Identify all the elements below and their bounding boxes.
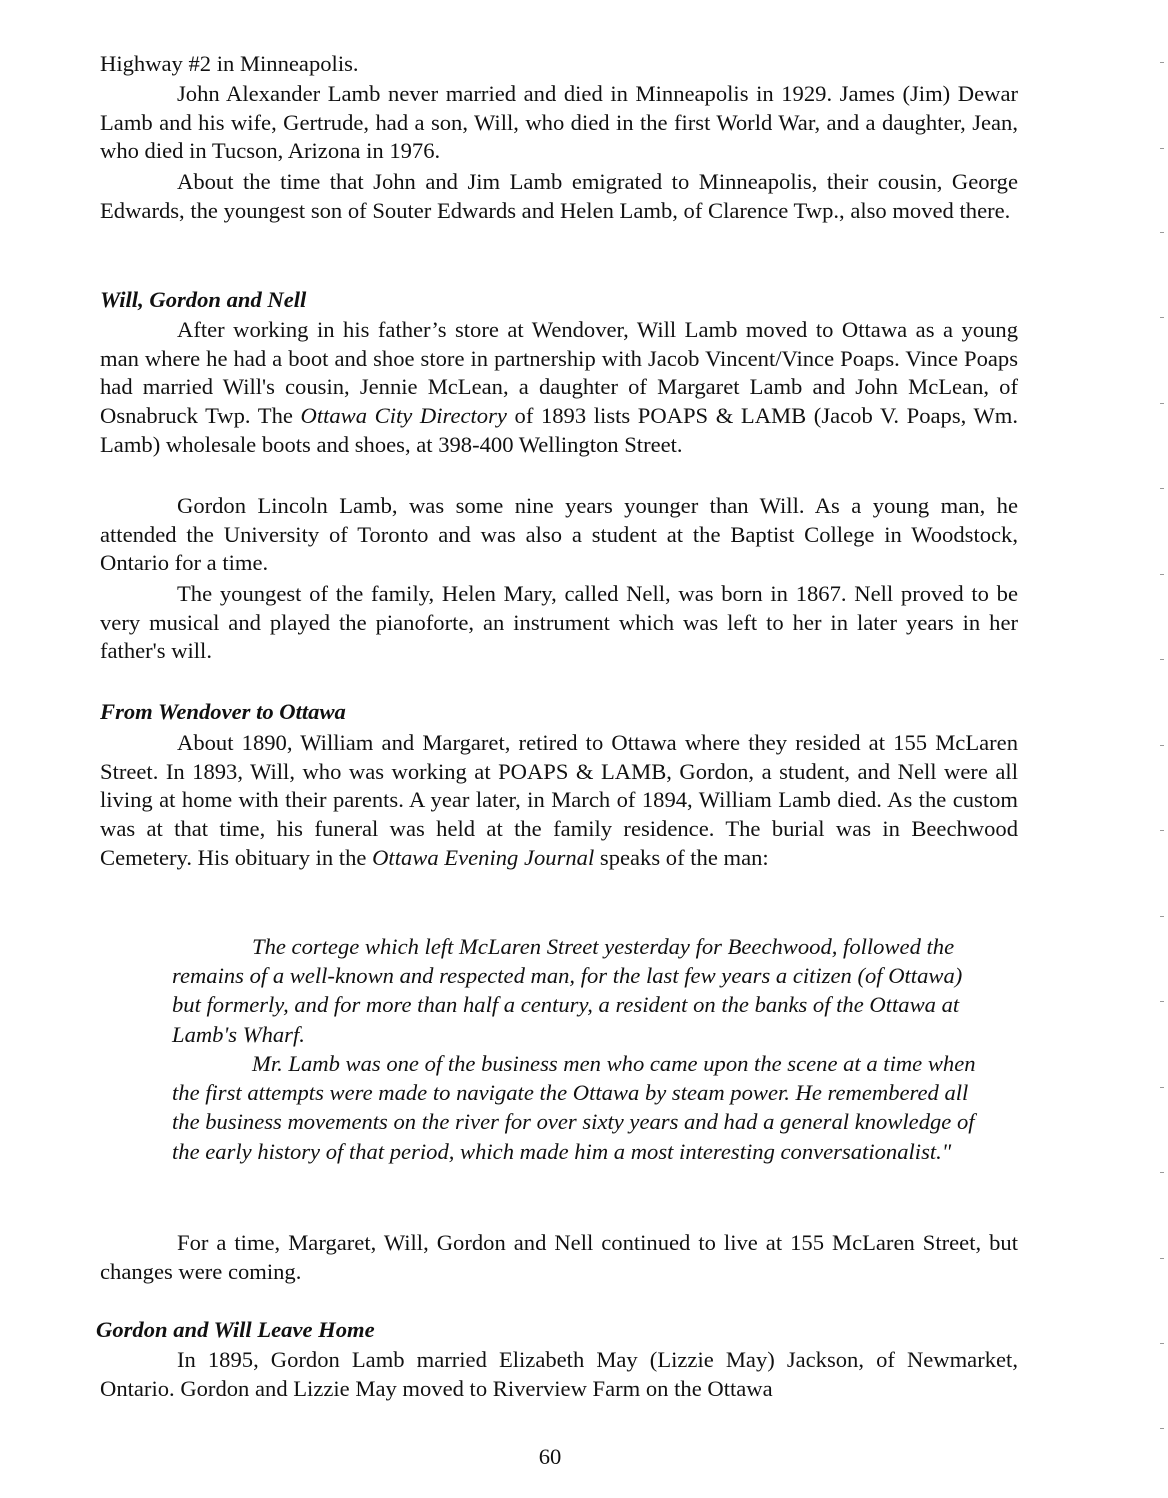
paragraph-will-ottawa: After working in his father’s store at Wendover, Will Lamb moved to Ottawa as a young man where he had a boot and shoe store in partnership with Jacob Vincent/Vince Poaps. Vince Poaps had married Will's cousin, Jennie McLean, a daughter of Margaret Lamb and John McLean, of Osnabruck Twp. The Ottawa City Directory of 1893 lists POAPS & LAMB (Jacob V. Poaps, Wm. Lamb) wholesale boots and shoes, at 398-400 Wellington Street. [100,317,1019,457]
margin-mark [1160,1001,1164,1002]
paragraph-gordon: Gordon Lincoln Lamb, was some nine years younger than Will. As a young man, he attended the University of Toronto and was also a student at the Baptist College in Woodstock, Ontario for a time. [100,493,1018,576]
margin-mark [1160,232,1164,233]
page-number: 60 [538,1444,562,1469]
paragraph-george-edwards: About the time that John and Jim Lamb emigrated to Minneapolis, their cousin, George Edwards, the youngest son of Souter Edwards and Helen Lamb, of Clarence Twp., also moved there. [100,169,1018,223]
heading-wendover-ottawa: From Wendover to Ottawa [100,699,346,724]
paragraph-nell: The youngest of the family, Helen Mary, called Nell, was born in 1867. Nell proved to be very musical and played the pianoforte, an instrument which was left to her in later years in her father's will. [100,581,1018,664]
margin-mark [1160,1087,1164,1088]
obituary-quote-1: The cortege which left McLaren Street yesterday for Beechwood, followed the remains of a well-known and respected man, for the last few years a citizen (of Ottawa) but formerly, and for more than half a century, a resident on the banks of the Ottawa at Lamb's Wharf. [172,934,963,1047]
paragraph-john-jim: John Alexander Lamb never married and died in Minneapolis in 1929. James (Jim) Dewar Lamb and his wife, Gertrude, had a son, Will, who died in the first World War, and a daughter, Jean, who died in Tucson, Arizona in 1976. [100,81,1018,164]
paragraph-highway: Highway #2 in Minneapolis. [100,51,359,76]
journal-title: Ottawa Evening Journal [372,844,595,870]
margin-mark [1160,488,1164,489]
paragraph-1895: In 1895, Gordon Lamb married Elizabeth May (Lizzie May) Jackson, of Newmarket, Ontario. Gordon and Lizzie May moved to Riverview Farm on the Ottawa [100,1347,1018,1401]
margin-mark [1160,1172,1164,1173]
margin-mark [1160,317,1164,318]
margin-mark [1160,916,1164,917]
margin-mark [1160,1343,1164,1344]
obituary-quote-2: Mr. Lamb was one of the business men who came upon the scene at a time when the first attempts were made to navigate the Ottawa by steam power. He remembered all the business movements on the river for over sixty years and had a general knowledge of the early history of that period, which made him a most interesting conversationalist." [172,1051,976,1164]
margin-mark [1160,659,1164,660]
paragraph-for-a-time: For a time, Margaret, Will, Gordon and Nell continued to live at 155 McLaren Street, but changes were coming. [100,1230,1018,1284]
margin-mark [1160,830,1164,831]
margin-mark [1160,574,1164,575]
margin-mark [1160,1428,1164,1429]
margin-mark [1160,1258,1164,1259]
heading-will-gordon-nell: Will, Gordon and Nell [100,287,307,312]
directory-title: Ottawa City Directory [300,403,507,429]
paragraph-retired: About 1890, William and Margaret, retired to Ottawa where they resided at 155 McLaren Street. In 1893, Will, who was working at POAPS & LAMB, Gordon, a student, and Nell were all living at home with their parents. A year later, in March of 1894, William Lamb died. As the custom was at that time, his funeral was held at the family residence. The burial was in Beechwood Cemetery. His obituary in the Ottawa Evening Journal speaks of the man: [100,730,1018,870]
margin-mark [1160,403,1164,404]
margin-mark [1160,62,1164,63]
margin-mark [1160,148,1164,149]
margin-mark [1160,745,1164,746]
heading-gordon-will-leave: Gordon and Will Leave Home [96,1317,375,1342]
